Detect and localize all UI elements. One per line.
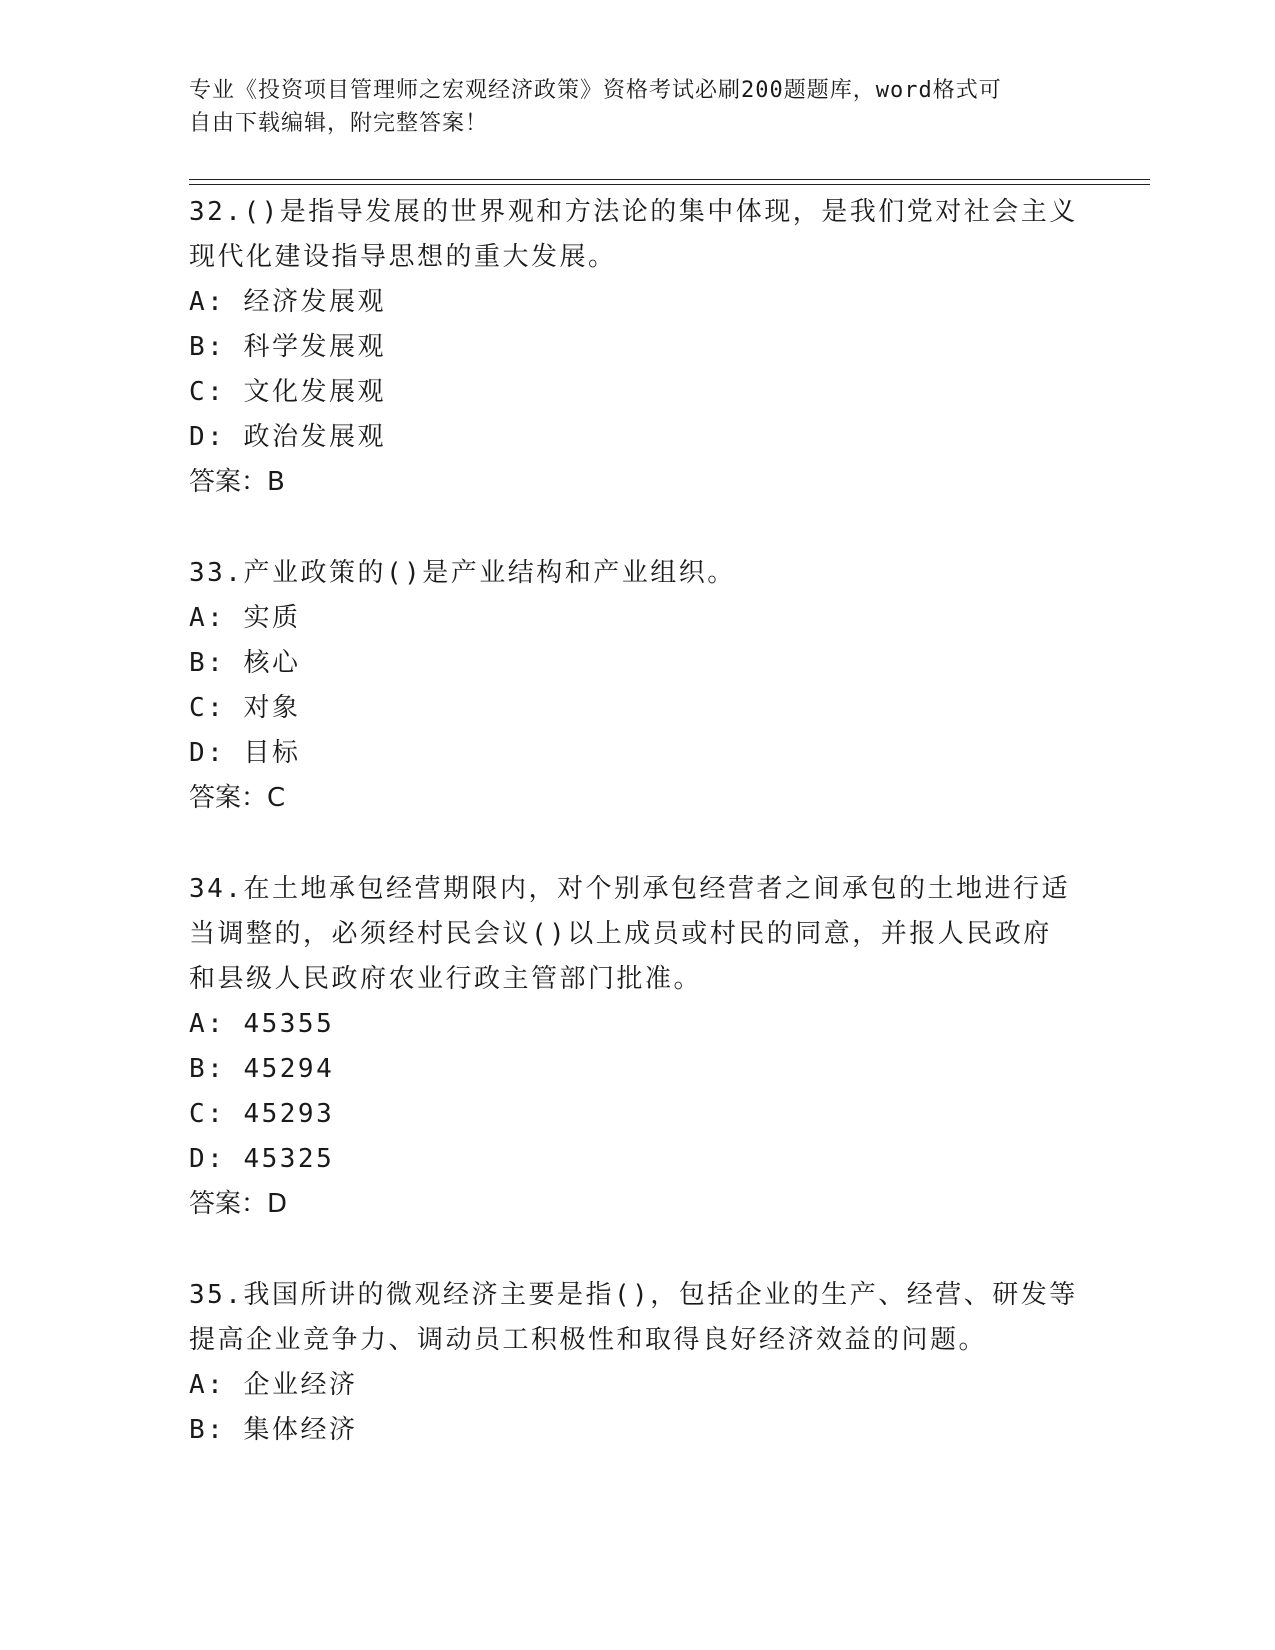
option-d: D: 目标 <box>189 738 301 768</box>
option-b: B: 科学发展观 <box>189 332 386 362</box>
header-line-1: 专业《投资项目管理师之宏观经济政策》资格考试必刷200题题库，word格式可 <box>189 78 1002 103</box>
answer: 答案：D <box>189 1189 288 1219</box>
question-list <box>189 190 1079 1499</box>
option-b: B: 核心 <box>189 648 301 678</box>
question-33 <box>189 551 1079 821</box>
question-35 <box>189 1273 1079 1453</box>
option-a: A: 实质 <box>189 603 301 633</box>
document-header <box>189 74 1069 140</box>
question-stem: 34.在土地承包经营期限内，对个别承包经营者之间承包的土地进行适当调整的，必须经村民会议()以上成员或村民的同意，并报人民政府和县级人民政府农业行政主管部门批准。 <box>189 874 1070 994</box>
question-34 <box>189 867 1079 1227</box>
question-stem: 33.产业政策的()是产业结构和产业组织。 <box>189 558 736 588</box>
option-c: C: 文化发展观 <box>189 377 386 407</box>
option-b: B: 集体经济 <box>189 1415 358 1445</box>
question-32 <box>189 190 1079 505</box>
option-d: D: 政治发展观 <box>189 422 386 452</box>
header-divider-bottom <box>189 184 1150 185</box>
option-d: D: 45325 <box>189 1144 335 1174</box>
option-b: B: 45294 <box>189 1054 335 1084</box>
option-a: A: 45355 <box>189 1009 335 1039</box>
question-stem: 35.我国所讲的微观经济主要是指()，包括企业的生产、经营、研发等提高企业竞争力、调动员工积极性和取得良好经济效益的问题。 <box>189 1280 1078 1355</box>
answer: 答案：C <box>189 783 286 813</box>
option-a: A: 企业经济 <box>189 1370 358 1400</box>
option-c: C: 45293 <box>189 1099 335 1129</box>
question-stem: 32.()是指导发展的世界观和方法论的集中体现，是我们党对社会主义现代化建设指导思想的重大发展。 <box>189 197 1078 272</box>
answer: 答案：B <box>189 467 285 497</box>
header-divider-top <box>189 179 1150 180</box>
header-line-2: 自由下载编辑，附完整答案！ <box>189 111 489 136</box>
option-c: C: 对象 <box>189 693 301 723</box>
option-a: A: 经济发展观 <box>189 287 386 317</box>
